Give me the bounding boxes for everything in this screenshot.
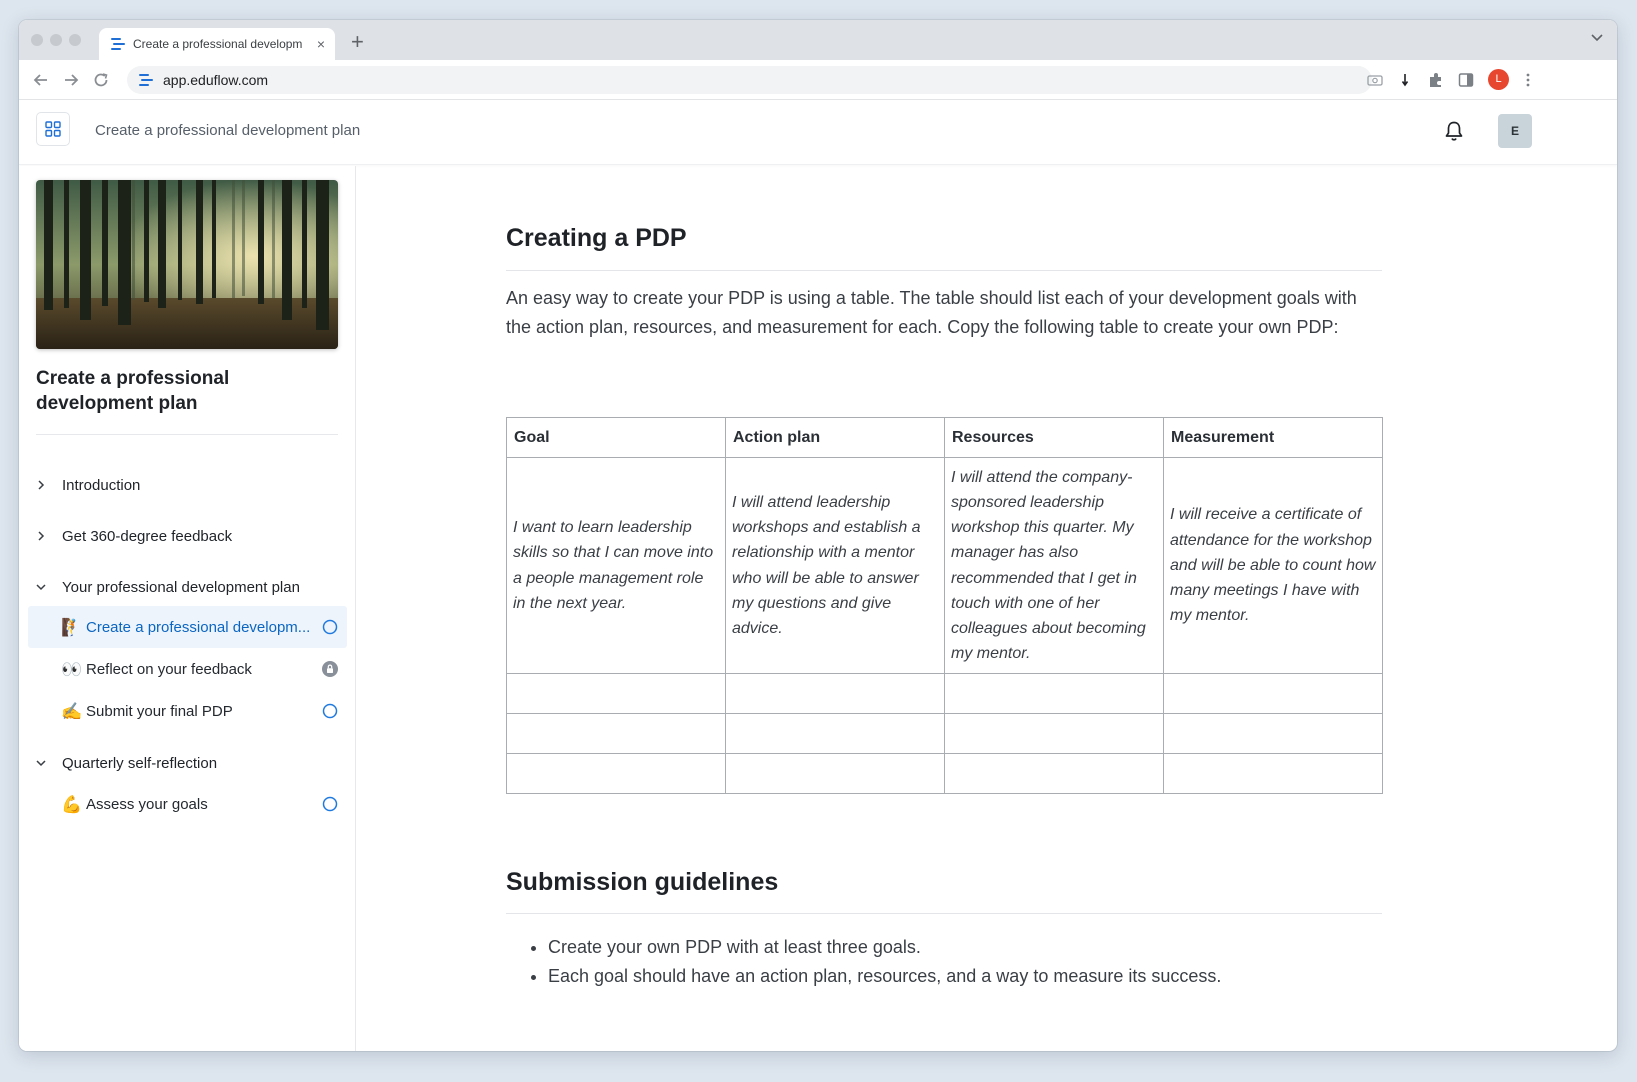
- empty-cell: [726, 714, 945, 754]
- apps-grid-button[interactable]: [36, 112, 70, 146]
- lesson-create-pdp[interactable]: [28, 606, 347, 648]
- lesson-submit-pdp[interactable]: [28, 690, 347, 732]
- section-label: Your professional development plan: [62, 578, 300, 596]
- pdp-table: [506, 417, 1383, 794]
- tab-title: Create a professional developm: [133, 37, 303, 51]
- side-panel-icon[interactable]: [1457, 71, 1475, 89]
- column-header: Action plan: [726, 418, 945, 458]
- section-heading: Creating a PDP: [506, 224, 687, 252]
- eduflow-favicon-icon: [111, 38, 125, 50]
- forest-cover-illustration: [36, 180, 338, 349]
- url-text: app.eduflow.com: [163, 72, 269, 88]
- empty-cell: [726, 754, 945, 794]
- section-quarterly-reflection[interactable]: [36, 751, 346, 775]
- list-item: • Each goal should have an action plan, resources, and a way to measure its success.: [548, 962, 1382, 991]
- chevron-right-icon: [36, 480, 56, 490]
- lock-icon: [322, 661, 338, 677]
- intro-paragraph: An easy way to create your PDP is using a table. The table should list each of your development goals with the action plan, resources, and measurement for each. Copy the following table to create your own PDP:: [506, 288, 1357, 337]
- list-item: • Create your own PDP with at least three goals.: [548, 933, 1382, 962]
- section-label: Get 360-degree feedback: [62, 527, 233, 545]
- flexed-biceps-emoji-icon: 💪: [61, 794, 83, 814]
- section-label: Introduction: [62, 476, 141, 494]
- table-cell-goal: I want to learn leadership skills so that I can move into a people management role in the next year.: [507, 458, 726, 674]
- section-introduction[interactable]: [36, 473, 346, 497]
- guidelines-list: [548, 933, 1382, 991]
- sidebar-course-title: Create a professional development plan: [36, 368, 230, 414]
- course-sidebar: [19, 166, 356, 1051]
- heading-divider: [506, 270, 1382, 271]
- table-row-empty: [507, 754, 1383, 794]
- section-heading: Submission guidelines: [506, 868, 779, 896]
- incomplete-circle-icon: [322, 703, 338, 719]
- url-field[interactable]: [127, 66, 1372, 94]
- column-header: Goal: [507, 418, 726, 458]
- incomplete-circle-icon: [322, 619, 338, 635]
- table-row: [507, 458, 1383, 674]
- extensions-puzzle-icon[interactable]: [1427, 71, 1445, 89]
- lesson-assess-goals[interactable]: [28, 783, 347, 825]
- eyes-emoji-icon: 👀: [61, 659, 83, 679]
- lesson-label: Reflect on your feedback: [86, 660, 252, 678]
- chevron-right-icon: [36, 531, 56, 541]
- address-bar: [19, 60, 1617, 100]
- tab-close-icon[interactable]: ×: [316, 36, 325, 52]
- empty-cell: [1164, 754, 1383, 794]
- table-cell-resources: I will attend the company-sponsored leadership workshop this quarter. My manager has also recommended that I get in touch with one of her colleagues about becoming my mentor.: [945, 458, 1164, 674]
- browser-menu-icon[interactable]: [1519, 71, 1537, 89]
- table-cell-action-plan: I will attend leadership workshops and establish a relationship with a mentor who will be able to answer my questions and give advice.: [726, 458, 945, 674]
- new-tab-button[interactable]: +: [351, 29, 364, 54]
- section-your-pdp[interactable]: [36, 575, 346, 599]
- table-cell-measurement: I will receive a certificate of attendance for the workshop and will be able to count how many meetings I have with my mentor.: [1164, 458, 1383, 674]
- climber-emoji-icon: 🧗: [61, 617, 83, 637]
- browser-window: [19, 20, 1617, 1051]
- window-minimize-dot[interactable]: [50, 34, 62, 46]
- table-row-empty: [507, 674, 1383, 714]
- empty-cell: [1164, 714, 1383, 754]
- user-avatar[interactable]: E: [1498, 114, 1532, 148]
- empty-cell: [507, 714, 726, 754]
- notifications-bell-icon[interactable]: [1444, 120, 1464, 142]
- extension-pin-icon[interactable]: [1396, 71, 1414, 89]
- column-header: Measurement: [1164, 418, 1383, 458]
- empty-cell: [726, 674, 945, 714]
- app-header: [19, 100, 1617, 165]
- table-row-empty: [507, 714, 1383, 754]
- grid-icon: [45, 121, 61, 137]
- chevron-down-icon: [36, 758, 56, 768]
- window-zoom-dot[interactable]: [69, 34, 81, 46]
- empty-cell: [507, 754, 726, 794]
- tab-search-chevron-icon[interactable]: [1591, 34, 1603, 42]
- empty-cell: [945, 754, 1164, 794]
- lesson-label: Create a professional developm...: [86, 618, 311, 636]
- reload-icon[interactable]: [91, 70, 111, 90]
- writing-hand-emoji-icon: ✍️: [61, 701, 83, 721]
- browser-profile-avatar[interactable]: L: [1488, 69, 1509, 90]
- section-label: Quarterly self-reflection: [62, 754, 218, 772]
- browser-tab[interactable]: [99, 28, 335, 60]
- header-course-title: Create a professional development plan: [95, 122, 361, 139]
- empty-cell: [507, 674, 726, 714]
- sidebar-divider: [36, 434, 338, 435]
- lesson-label: Assess your goals: [86, 795, 208, 813]
- tab-strip: [19, 20, 1617, 60]
- course-cover-image: [36, 180, 338, 349]
- table-header-row: [507, 418, 1383, 458]
- section-360-feedback[interactable]: [36, 524, 346, 548]
- chevron-down-icon: [36, 582, 56, 592]
- heading-divider: [506, 913, 1382, 914]
- lesson-label: Submit your final PDP: [86, 702, 233, 720]
- window-close-dot[interactable]: [31, 34, 43, 46]
- lesson-reflect-feedback[interactable]: [28, 648, 347, 690]
- incomplete-circle-icon: [322, 796, 338, 812]
- site-favicon-icon: [139, 74, 153, 86]
- column-header: Resources: [945, 418, 1164, 458]
- empty-cell: [945, 674, 1164, 714]
- empty-cell: [1164, 674, 1383, 714]
- lesson-content-area: [357, 166, 1617, 1051]
- empty-cell: [945, 714, 1164, 754]
- camera-blocked-icon[interactable]: [1366, 71, 1384, 89]
- back-arrow-icon[interactable]: [31, 70, 51, 90]
- forward-arrow-icon[interactable]: [61, 70, 81, 90]
